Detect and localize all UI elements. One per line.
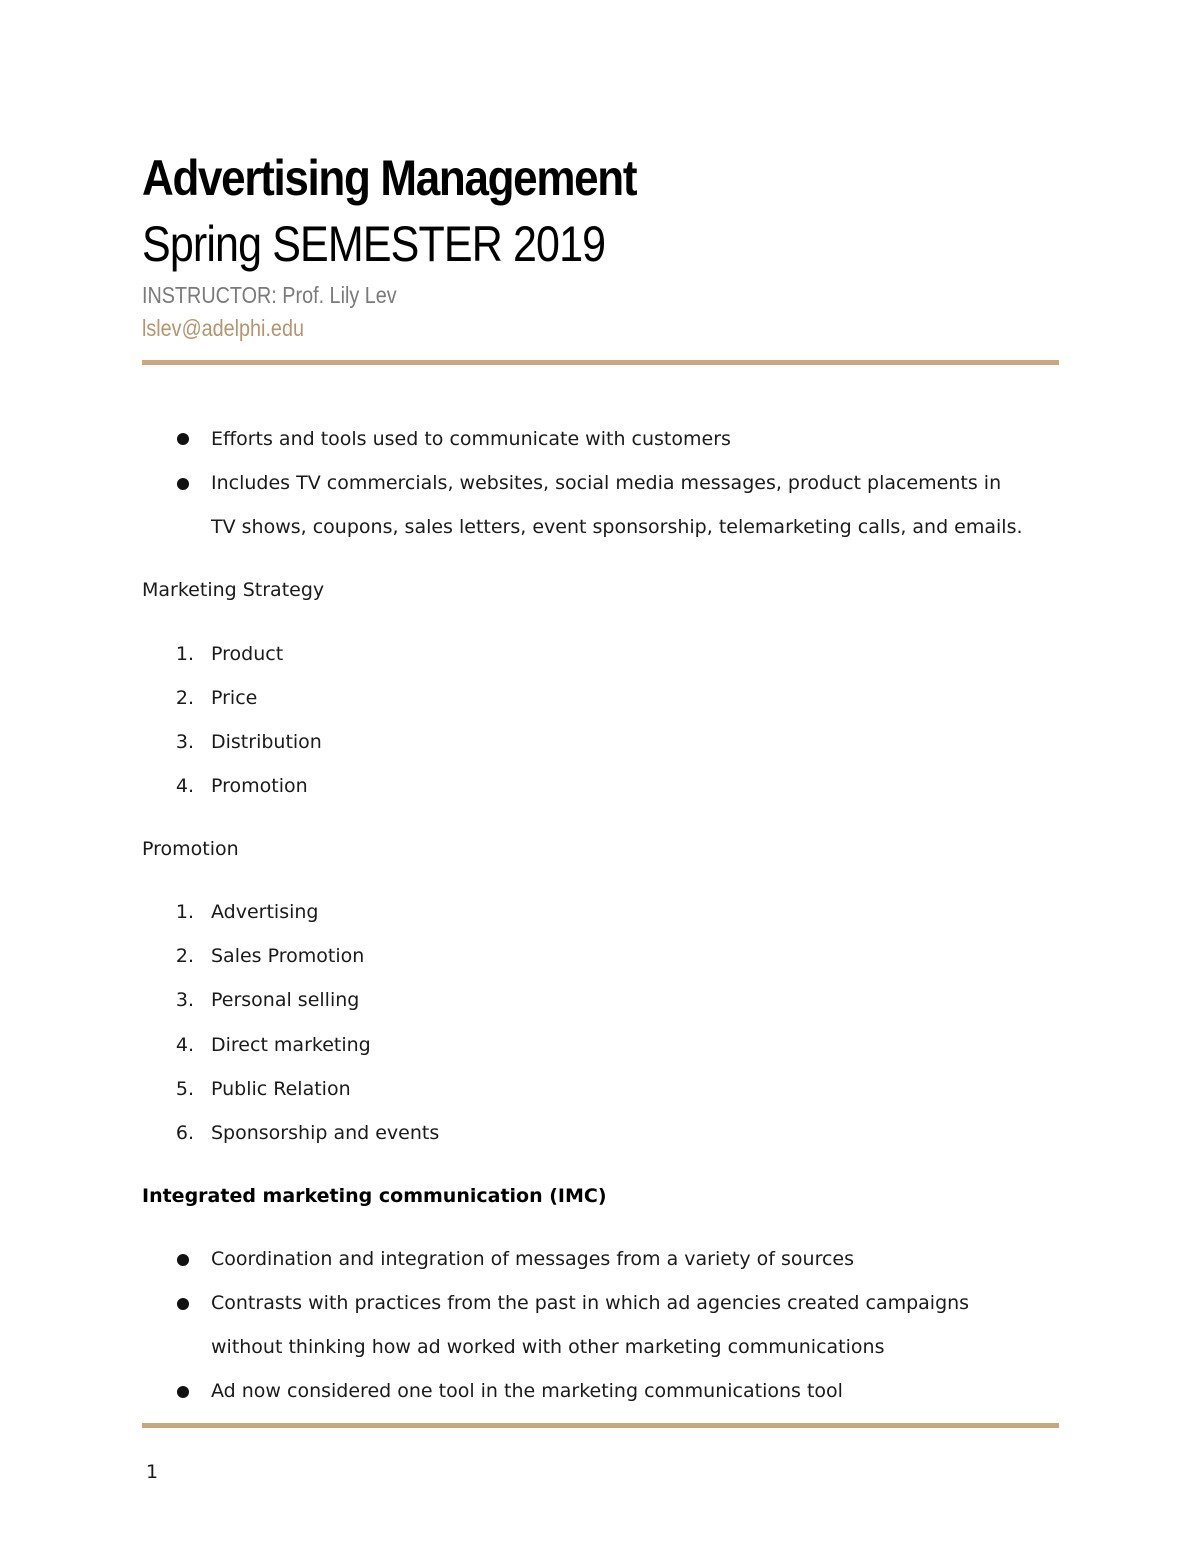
strategy-item-1: Product xyxy=(211,643,284,665)
imc-bullet-1: Coordination and integration of messages from a variety of sources xyxy=(211,1248,855,1270)
list-number: 1. xyxy=(175,643,194,665)
promotion-item-4: Direct marketing xyxy=(211,1034,371,1056)
instructor-line: INSTRUCTOR: Prof. Lily Lev xyxy=(142,282,397,308)
intro-bullet-2-continued: TV shows, coupons, sales letters, event sponsorship, telemarketing calls, and emails. xyxy=(211,516,1023,538)
intro-bullet-2: Includes TV commercials, websites, social media messages, product placements in xyxy=(211,472,1002,494)
imc-bullet-3: Ad now considered one tool in the marketing communications tool xyxy=(211,1380,843,1402)
list-number: 4. xyxy=(175,775,194,797)
promotion-item-5: Public Relation xyxy=(211,1078,351,1100)
bullet-dot xyxy=(177,433,189,445)
list-number: 5. xyxy=(175,1078,194,1100)
strategy-item-4: Promotion xyxy=(211,775,308,797)
page-title: Advertising Management xyxy=(142,150,637,206)
bullet-dot xyxy=(177,1298,189,1310)
list-number: 3. xyxy=(175,731,194,753)
imc-bullet-2-continued: without thinking how ad worked with other marketing communications xyxy=(211,1336,885,1358)
marketing-strategy-heading: Marketing Strategy xyxy=(142,579,325,601)
promotion-item-3: Personal selling xyxy=(211,989,360,1011)
imc-heading: Integrated marketing communication (IMC) xyxy=(142,1185,607,1207)
bullet-dot xyxy=(177,478,189,490)
header-divider xyxy=(142,360,1059,365)
intro-bullet-1: Efforts and tools used to communicate with customers xyxy=(211,428,731,450)
page-subtitle: Spring SEMESTER 2019 xyxy=(142,216,606,272)
promotion-item-2: Sales Promotion xyxy=(211,945,365,967)
page-number: 1 xyxy=(146,1461,159,1483)
bullet-dot xyxy=(177,1254,189,1266)
promotion-item-6: Sponsorship and events xyxy=(211,1122,440,1144)
list-number: 4. xyxy=(175,1034,194,1056)
promotion-heading: Promotion xyxy=(142,838,239,860)
strategy-item-2: Price xyxy=(211,687,258,709)
list-number: 3. xyxy=(175,989,194,1011)
list-number: 2. xyxy=(175,687,194,709)
strategy-item-3: Distribution xyxy=(211,731,322,753)
bullet-dot xyxy=(177,1386,189,1398)
list-number: 6. xyxy=(175,1122,194,1144)
footer-divider xyxy=(142,1423,1059,1428)
list-number: 1. xyxy=(175,901,194,923)
promotion-item-1: Advertising xyxy=(211,901,319,923)
list-number: 2. xyxy=(175,945,194,967)
instructor-email: lslev@adelphi.edu xyxy=(142,315,304,341)
imc-bullet-2: Contrasts with practices from the past in which ad agencies created campaigns xyxy=(211,1292,970,1314)
